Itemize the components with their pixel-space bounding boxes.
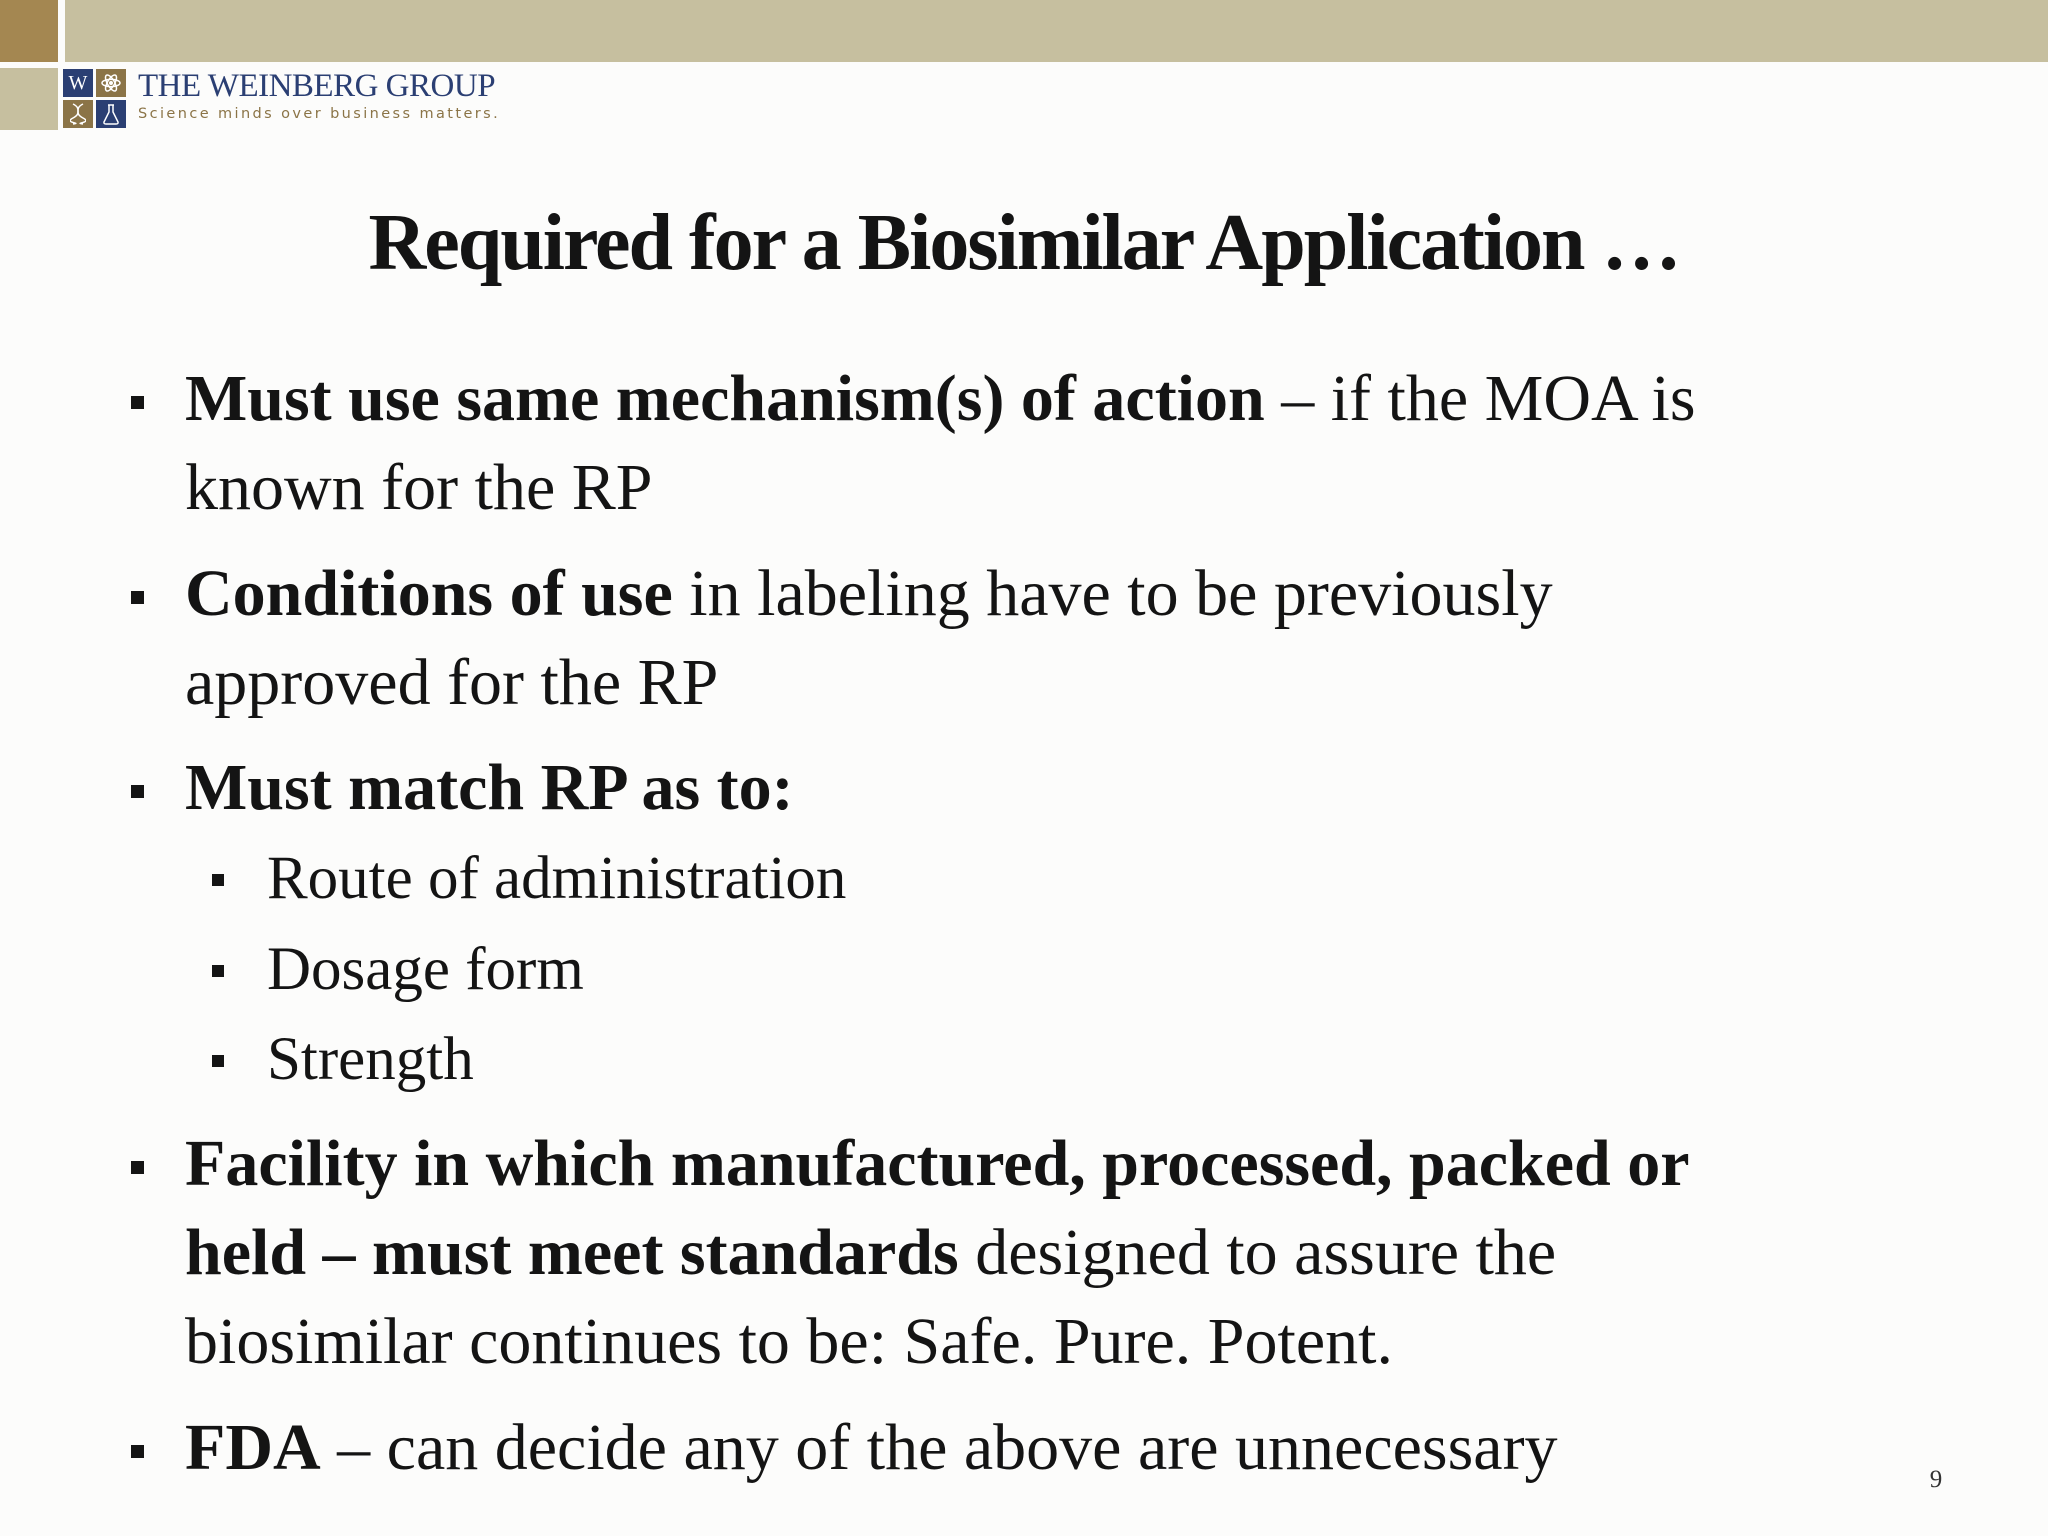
bullet-square-icon <box>131 1445 144 1458</box>
bullet-item <box>185 743 794 832</box>
bullet-bold-text: Must use same mechanism(s) of action <box>185 362 1265 435</box>
bullet-text: – can decide any of the above are unnecessary <box>320 1411 1558 1484</box>
slide-title: Required for a Biosimilar Application … <box>368 199 1680 287</box>
logo-letter: W <box>63 69 93 97</box>
sub-bullet-text: Strength <box>267 1026 474 1093</box>
sub-bullet-text: Route of administration <box>267 845 847 912</box>
bullet-bold-text: Facility in which manufactured, processed, packed or <box>185 1127 1690 1200</box>
sub-bullet-item <box>267 1015 474 1105</box>
bullet-item <box>185 1119 1690 1386</box>
bullet-square-icon <box>131 785 144 798</box>
company-tagline: Science minds over business matters. <box>138 106 501 122</box>
bullet-square-icon <box>212 1055 224 1067</box>
bullet-item <box>185 549 1553 727</box>
bullet-line <box>185 1208 1690 1297</box>
bullet-bold-text: Conditions of use <box>185 557 673 630</box>
bullet-square-icon <box>131 591 144 604</box>
bullet-item <box>185 354 1696 532</box>
sub-bullet-item <box>267 834 846 924</box>
bullet-text: – if the MOA is <box>1264 362 1696 435</box>
page-number: 9 <box>1929 1466 1943 1493</box>
sub-bullet-text: Dosage form <box>267 936 584 1003</box>
bullet-text: designed to assure the <box>958 1216 1557 1289</box>
bullet-square-icon <box>131 396 144 409</box>
bullet-text: known for the RP <box>185 451 653 524</box>
bullet-bold-text: held – must meet standards <box>185 1216 959 1289</box>
bullet-bold-text: Must match RP as to: <box>185 751 794 824</box>
bullet-square-icon <box>212 874 224 886</box>
bullet-square-icon <box>212 965 224 977</box>
bullet-line <box>185 354 1696 443</box>
bullet-text: approved for the RP <box>185 646 719 719</box>
bullet-text: in labeling have to be previously <box>672 557 1553 630</box>
bullet-text: biosimilar continues to be: Safe. Pure. Potent. <box>185 1305 1393 1378</box>
bullet-line <box>185 549 1553 638</box>
sub-bullet-item <box>267 925 584 1015</box>
bullet-item <box>185 1403 1558 1492</box>
bullet-bold-text: FDA <box>185 1411 321 1484</box>
bullet-line <box>185 1403 1558 1492</box>
bullet-square-icon <box>131 1161 144 1174</box>
company-name: THE WEINBERG GROUP <box>138 68 496 104</box>
